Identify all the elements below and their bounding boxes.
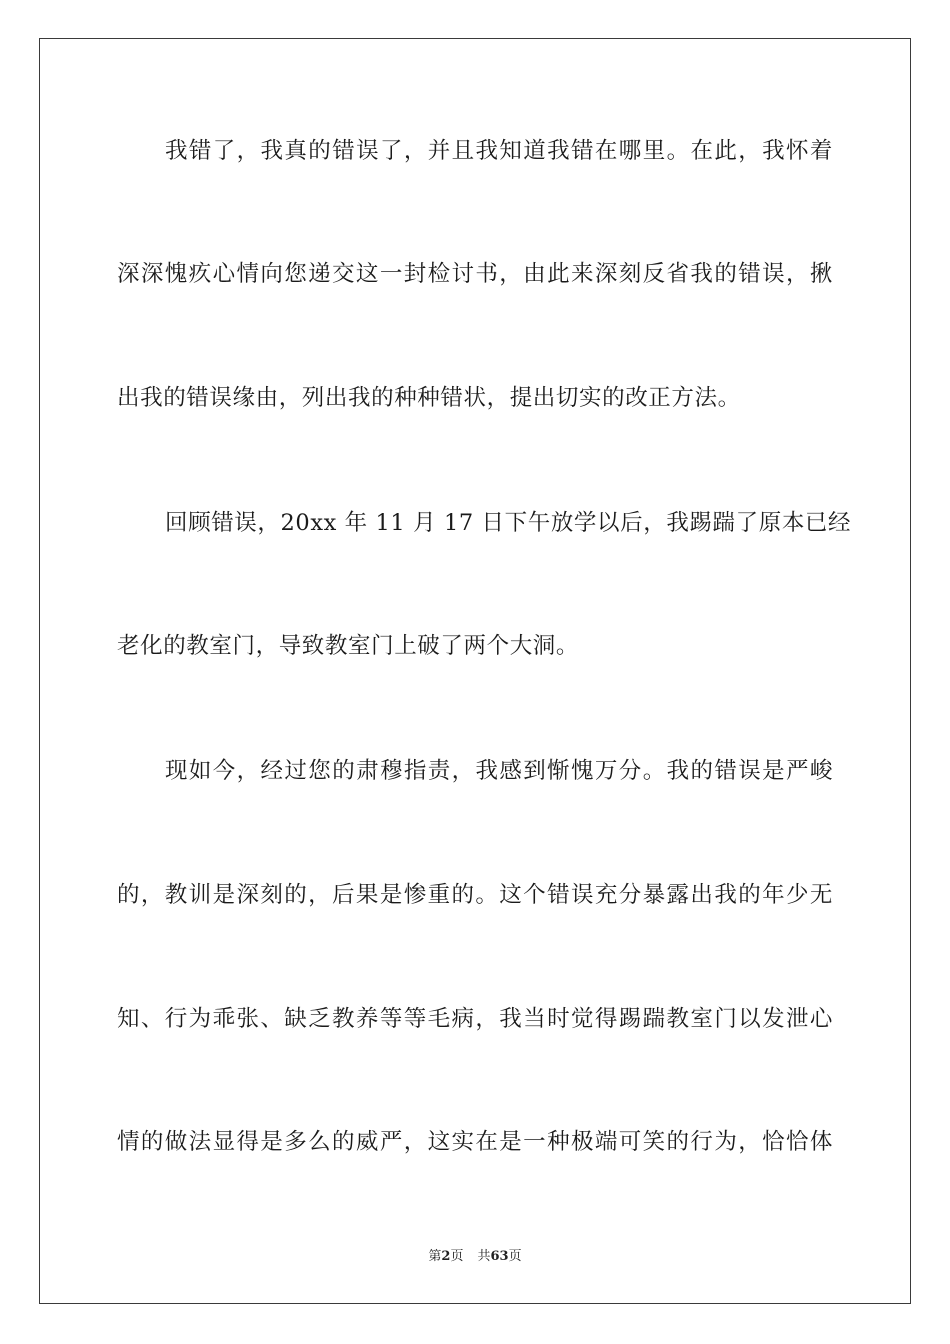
total-prefix: 共 xyxy=(477,1249,491,1264)
page-border xyxy=(39,38,911,1304)
text-line: 的，教训是深刻的，后果是惨重的。这个错误充分暴露出我的年少无 xyxy=(117,882,833,908)
text-line: 出我的错误缘由，列出我的种种错状，提出切实的改正方法。 xyxy=(117,385,741,411)
text-line: 深深愧疚心情向您递交这一封检讨书，由此来深刻反省我的错误，揪 xyxy=(117,261,833,287)
total-suffix: 页 xyxy=(508,1249,522,1264)
page-suffix: 页 xyxy=(450,1249,464,1264)
text-line: 回顾错误，20xx 年 11 月 17 日下午放学以后，我踢踹了原本已经 xyxy=(165,510,852,536)
text-line: 现如今，经过您的肃穆指责，我感到惭愧万分。我的错误是严峻 xyxy=(165,758,833,784)
text-line: 情的做法显得是多么的威严，这实在是一种极端可笑的行为，恰恰体 xyxy=(117,1129,833,1155)
total-pages: 63 xyxy=(490,1249,509,1264)
text-line: 我错了，我真的错误了，并且我知道我错在哪里。在此，我怀着 xyxy=(165,138,833,164)
page-number: 2 xyxy=(441,1249,451,1264)
page-footer xyxy=(0,1249,950,1265)
text-line: 知、行为乖张、缺乏教养等等毛病，我当时觉得踢踹教室门以发泄心 xyxy=(117,1006,833,1032)
page-prefix: 第 xyxy=(428,1249,442,1264)
text-line: 老化的教室门，导致教室门上破了两个大洞。 xyxy=(117,633,580,659)
